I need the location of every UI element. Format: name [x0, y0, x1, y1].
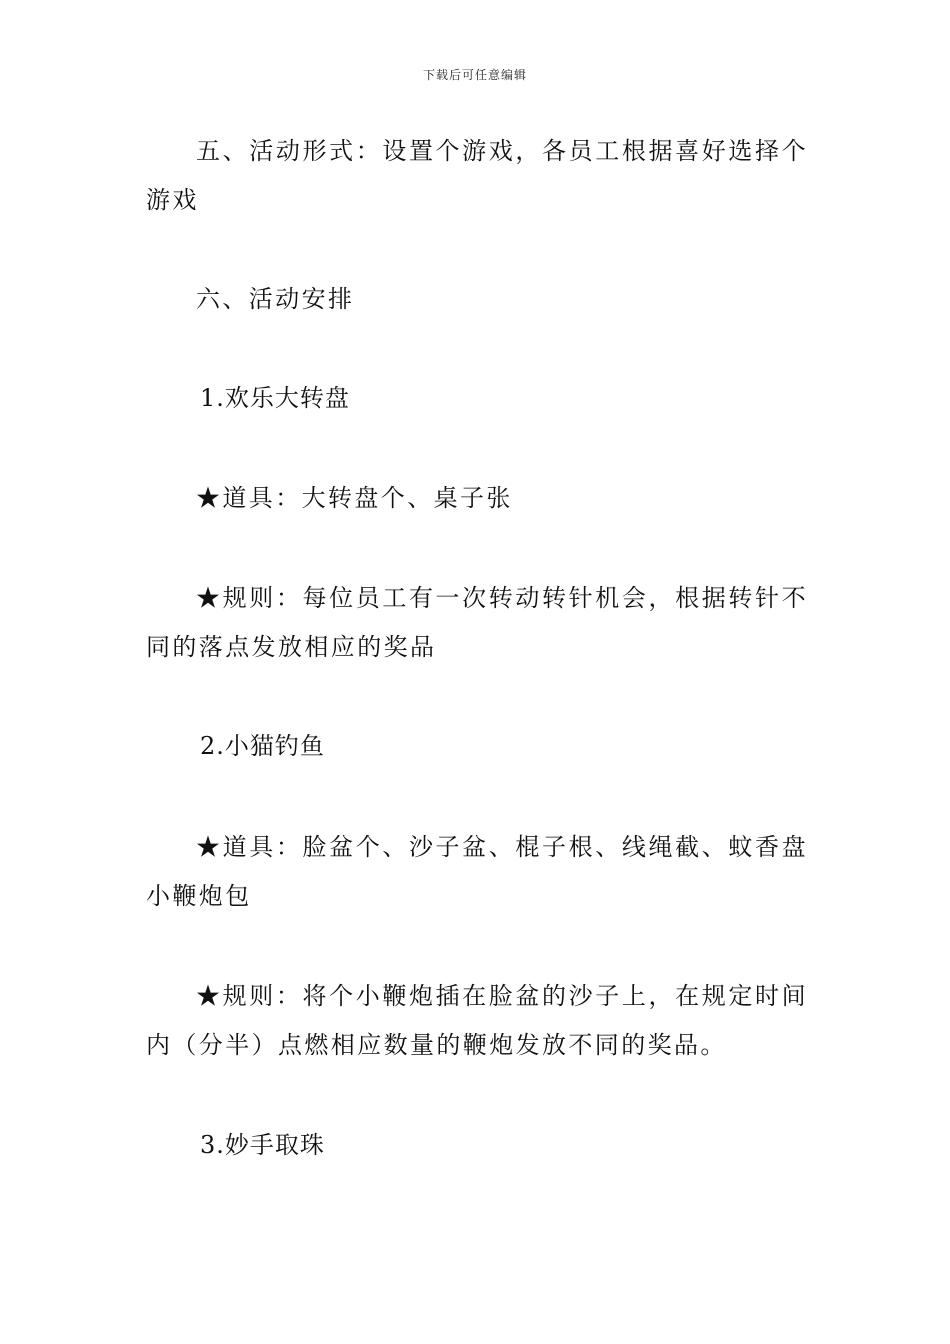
game-1-rules: ★规则：每位员工有一次转动转针机会，根据转针不同的落点发放相应的奖品 — [146, 584, 808, 661]
page-header-note: 下载后可任意编辑 — [422, 68, 527, 82]
game-2-props: ★道具：脸盆个、沙子盆、棍子根、线绳截、蚊香盘小鞭炮包 — [146, 833, 808, 910]
section-six-heading: 六、活动安排 — [196, 285, 355, 313]
section-five-paragraph: 五、活动形式：设置个游戏，各员工根据喜好选择个游戏 — [146, 137, 808, 214]
game-1-heading: 1.欢乐大转盘 — [200, 384, 350, 412]
game-2-rules: ★规则：将个小鞭炮插在脸盆的沙子上，在规定时间内（分半）点燃相应数量的鞭炮发放不同的奖品。 — [146, 982, 808, 1059]
game-1-props: ★道具：大转盘个、桌子张 — [196, 484, 513, 512]
game-2-heading: 2.小猫钓鱼 — [200, 732, 325, 760]
game-3-heading: 3.妙手取珠 — [200, 1131, 325, 1159]
